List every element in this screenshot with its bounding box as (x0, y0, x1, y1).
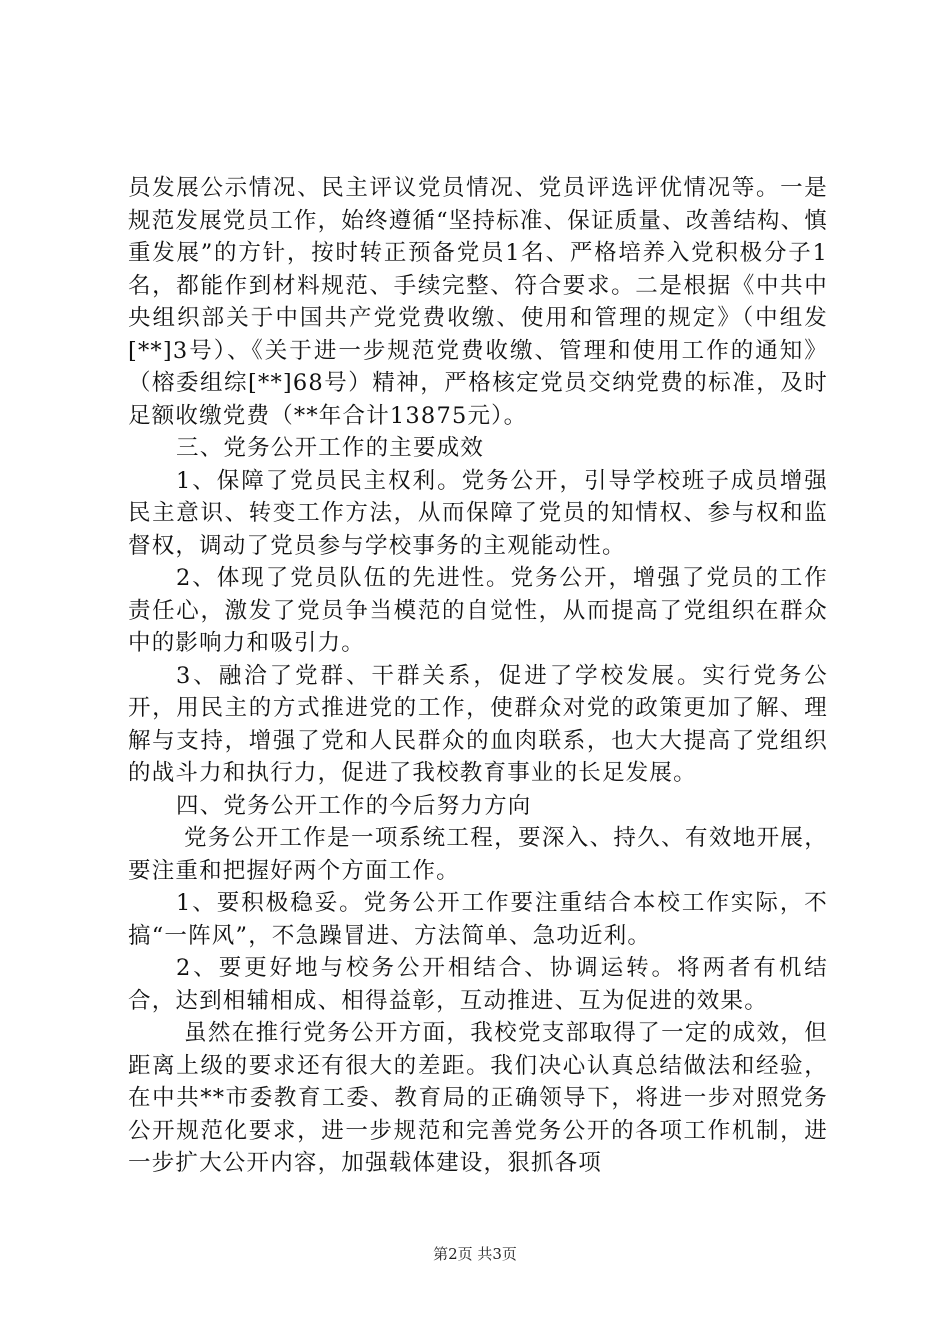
paragraph-future-2: 2、要更好地与校务公开相结合、协调运转。将两者有机结合，达到相辅相成、相得益彰，互动推进、互为促进的效果。 (128, 955, 828, 1014)
paragraph-conclusion: 虽然在推行党务公开方面，我校党支部取得了一定的成效，但距离上级的要求还有很大的差距。我们决心认真总结做法和经验，在中共**市委教育工委、教育局的正确领导下，将进一步对照党务公开规范化要求，进一步规范和完善党务公开的各项工作机制，进一步扩大公开内容，加强载体建设，狠抓各项 (128, 1020, 828, 1176)
paragraph-point-1: 1、保障了党员民主权利。党务公开，引导学校班子成员增强民主意识、转变工作方法，从而保障了党员的知情权、参与权和监督权，调动了党员参与学校事务的主观能动性。 (128, 467, 828, 559)
document-body (128, 172, 828, 1180)
paragraph-point-3: 3、融洽了党群、干群关系，促进了学校发展。实行党务公开，用民主的方式推进党的工作，使群众对党的政策更加了解、理解与支持，增强了党和人民群众的血肉联系，也大大提高了党组织的战斗力和执行力，促进了我校教育事业的长足发展。 (128, 662, 828, 786)
paragraph-continued: 员发展公示情况、民主评议党员情况、党员评选评优情况等。一是规范发展党员工作，始终遵循“坚持标准、保证质量、改善结构、慎重发展”的方针，按时转正预备党员1名、严格培养入党积极分子1名，都能作到材料规范、手续完整、符合要求。二是根据《中共中央组织部关于中国共产党党费收缴、使用和管理的规定》（中组发[**]3号）、《关于进一步规范党费收缴、管理和使用工作的通知》（榕委组综[**]68号）精神，严格核定党员交纳党费的标准，及时足额收缴党费（**年合计13875元）。 (128, 175, 829, 429)
paragraph-future-intro: 党务公开工作是一项系统工程，要深入、持久、有效地开展，要注重和把握好两个方面工作。 (128, 825, 828, 884)
page-number-footer: 第2页 共3页 (433, 1245, 517, 1263)
section-heading-achievements: 三、党务公开工作的主要成效 (176, 435, 485, 461)
paragraph-future-1: 1、要积极稳妥。党务公开工作要注重结合本校工作实际，不搞“一阵风”，不急躁冒进、方法简单、急功近利。 (128, 890, 828, 949)
section-heading-future: 四、党务公开工作的今后努力方向 (176, 792, 532, 819)
paragraph-point-2: 2、体现了党员队伍的先进性。党务公开，增强了党员的工作责任心，激发了党员争当模范的自觉性，从而提高了党组织在群众中的影响力和吸引力。 (128, 565, 828, 656)
